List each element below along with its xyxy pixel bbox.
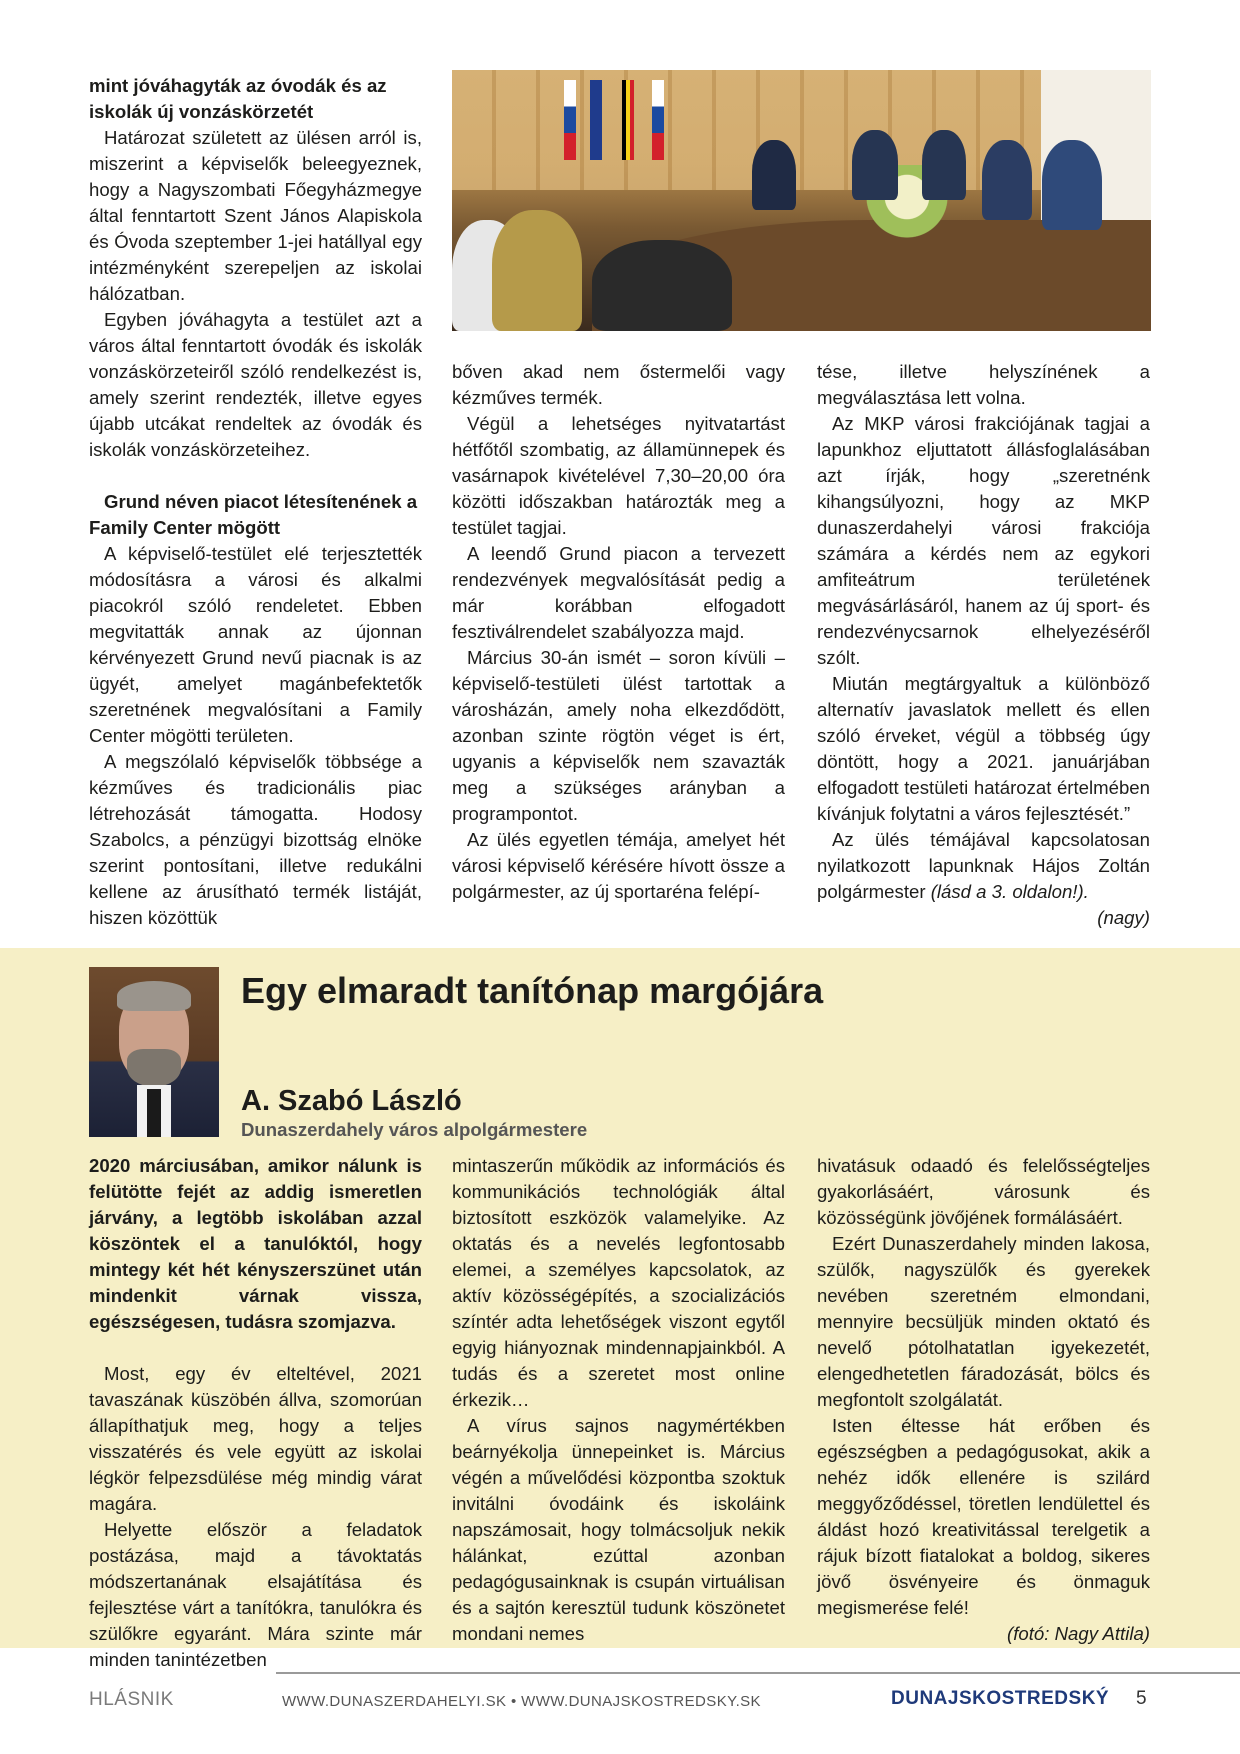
paragraph: Az ülés egyetlen témája, amelyet hét városi képviselő kérésére hívott össze a polgármester, az új sportaréna felépí-	[452, 829, 785, 902]
article1-column-2	[452, 359, 785, 905]
page-reference: (lásd a 3. oldalon!).	[930, 881, 1089, 902]
paragraph: bőven akad nem őstermelői vagy kézműves termék.	[452, 361, 785, 408]
paragraph: A vírus sajnos nagymértékben beárnyékolja ünnepeinket is. Március végén a művelődési központba szoktuk invitálni óvodáink és iskoláink napszámosait, hogy tolmácsoljuk nekik hálánkat, ezúttal azonban pedagógusainknak is csupán virtuálisan és a sajtón keresztül tudunk köszönetet mondani nemes	[452, 1415, 785, 1644]
footer-websites: WWW.DUNASZERDAHELYI.SK • WWW.DUNAJSKOSTREDSKY.SK	[282, 1693, 761, 1710]
article1-column-1	[89, 73, 422, 931]
lead-paragraph: 2020 márciusában, amikor nálunk is felütötte fejét az addig ismeretlen járvány, a legtöbb iskolában azzal köszöntek el a tanulóktól, hogy mintegy két hét kényszerszünet után mindenkit várnak vissza, egészségesen, tudásra szomjazva.	[89, 1155, 422, 1332]
paragraph: A leendő Grund piacon a tervezett rendezvények megvalósítását pedig a már korábban elfogadott fesztiválrendelet szabályozza majd.	[452, 543, 785, 642]
paragraph: Az MKP városi frakciójának tagjai a lapunkhoz eljuttatott állásfoglalásában azt írják, hogy „szeretnénk kihangsúlyozni, hogy az MKP dunaszerdahelyi városi frakciója számára a kérdés nem az egykori amfiteátrum területének megvásárlásáról, hanem az új sport- és rendezvénycsarnok elhelyezéséről szólt.	[817, 413, 1150, 668]
paragraph: Miután megtárgyaltuk a különböző alternatív javaslatok mellett és ellen szóló érveket, végül a többség úgy döntött, hogy a 2021. januárjában elfogadott testületi határozat értelmében kívánjuk folytatni a város fejlesztését.”	[817, 673, 1150, 824]
paragraph: Határozat született az ülésen arról is, miszerint a képviselők beleegyeznek, hogy a Nagyszombati Főegyházmegye által fenntartott Szent János Alapiskola és Óvoda szeptember 1-jei hatállyal egy intézményként szerepeljen az iskolai hálózatban.	[89, 127, 422, 304]
paragraph: mintaszerűn működik az információs és kommunikációs technológiák által biztosított eszközök valamelyike. Az oktatás és a nevelés legfontosabb elemei, a személyes kapcsolatok, az aktív közösségépítés, a szocializációs színtér adta lehetőségek viszont egytől egyig hiányoznak mindennapjainkból. A tudás és a szeretet most online érkezik…	[452, 1155, 785, 1410]
article-title: Egy elmaradt tanítónap margójára	[241, 970, 824, 1011]
author-credit: (nagy)	[1097, 907, 1150, 928]
section-heading: Grund néven piacot létesítenének a Family Center mögött	[89, 491, 418, 538]
article1-column-3	[817, 359, 1150, 931]
paragraph: tése, illetve helyszínének a megválasztása lett volna.	[817, 361, 1150, 408]
author-name: A. Szabó László	[241, 1085, 462, 1117]
photo-credit: (fotó: Nagy Attila)	[1007, 1623, 1150, 1644]
section-heading-continued: mint jóváhagyták az óvodák és az iskolák új vonzáskörzetét	[89, 75, 387, 122]
paragraph: Egyben jóváhagyta a testület azt a város által fenntartott óvodák és iskolák vonzáskörzeteiről szóló rendelkezést is, amely szerint rendezték, illetve egyes újabb utcákat rendeltek az óvodák és iskolák vonzáskörzeteihez.	[89, 309, 422, 460]
author-portrait	[89, 967, 219, 1137]
footer-brand-logo: DUNAJSKOSTREDSKÝ	[891, 1688, 1110, 1709]
paragraph-text: Az ülés témájával kapcsolatosan nyilatkozott lapunknak Hájos Zoltán polgármester	[817, 829, 1150, 902]
paragraph: Ezért Dunaszerdahely minden lakosa, szülők, nagyszülők és gyerekek nevében szeretném elmondani, mennyire becsüljük minden oktató és nevelő pótolhatatlan igyekezetét, elengedhetetlen fáradozását, bölcs és megfontolt szolgálatát.	[817, 1233, 1150, 1410]
paragraph: hivatásuk odaadó és felelősségteljes gyakorlásáért, városunk és közösségünk jövőjének formálásáért.	[817, 1155, 1150, 1228]
author-role: Dunaszerdahely város alpolgármestere	[241, 1119, 588, 1140]
paragraph: Isten éltesse hát erőben és egészségben a pedagógusokat, akik a nehéz idők ellenére is szilárd meggyőződéssel, töretlen lendülettel és áldást hozó kreativitással terelgetik a rájuk bízott fiatalokat a boldog, sikeres jövő ösvényeire és önmaguk megismerése felé!	[817, 1415, 1150, 1618]
paragraph: Most, egy év elteltével, 2021 tavaszának küszöbén állva, szomorúan állapíthatjuk meg, hogy a teljes visszatérés és vele együtt az iskolai légkör felpezsdülése még mindig várat magára.	[89, 1363, 422, 1514]
page-number: 5	[1136, 1688, 1147, 1709]
article2-column-3	[817, 1153, 1150, 1647]
council-meeting-photo	[452, 70, 1151, 331]
article2-column-1	[89, 1153, 422, 1673]
paragraph	[817, 827, 1150, 905]
footer-divider	[276, 1672, 1240, 1674]
article2-column-2	[452, 1153, 785, 1647]
paragraph: A képviselő-testület elé terjesztették módosításra a városi és alkalmi piacokról szóló rendeletet. Ebben megvitatták annak az újonnan kérvényezett Grund nevű piacnak is az ügyét, amelyet magánbefektetők szeretnének megvalósítani a Family Center mögötti területen.	[89, 543, 422, 746]
paragraph: Végül a lehetséges nyitvatartást hétfőtől szombatig, az államünnepek és vasárnapok kivételével 7,30–20,00 óra közötti időszakban határozták meg a testület tagjai.	[452, 413, 785, 538]
paragraph: Helyette először a feladatok postázása, majd a távoktatás módszertanának elsajátítása és fejlesztése várt a tanítókra, tanulókra és szülőkre egyaránt. Mára szinte már minden tanintézetben	[89, 1519, 422, 1670]
footer-publication-name: HLÁSNIK	[89, 1689, 174, 1710]
paragraph: Március 30-án ismét – soron kívüli – képviselő-testületi ülést tartottak a városházán, amely noha elkezdődött, azonban szinte rögtön véget is ért, ugyanis a képviselők nem szavazták meg a szükséges arányban a programpontot.	[452, 647, 785, 824]
paragraph: A megszólaló képviselők többsége a kézműves és tradicionális piac létrehozását támogatta. Hodosy Szabolcs, a pénzügyi bizottság elnöke szerint pontosítani, illetve redukálni kellene az árusítható termék listáját, hiszen közöttük	[89, 751, 422, 928]
